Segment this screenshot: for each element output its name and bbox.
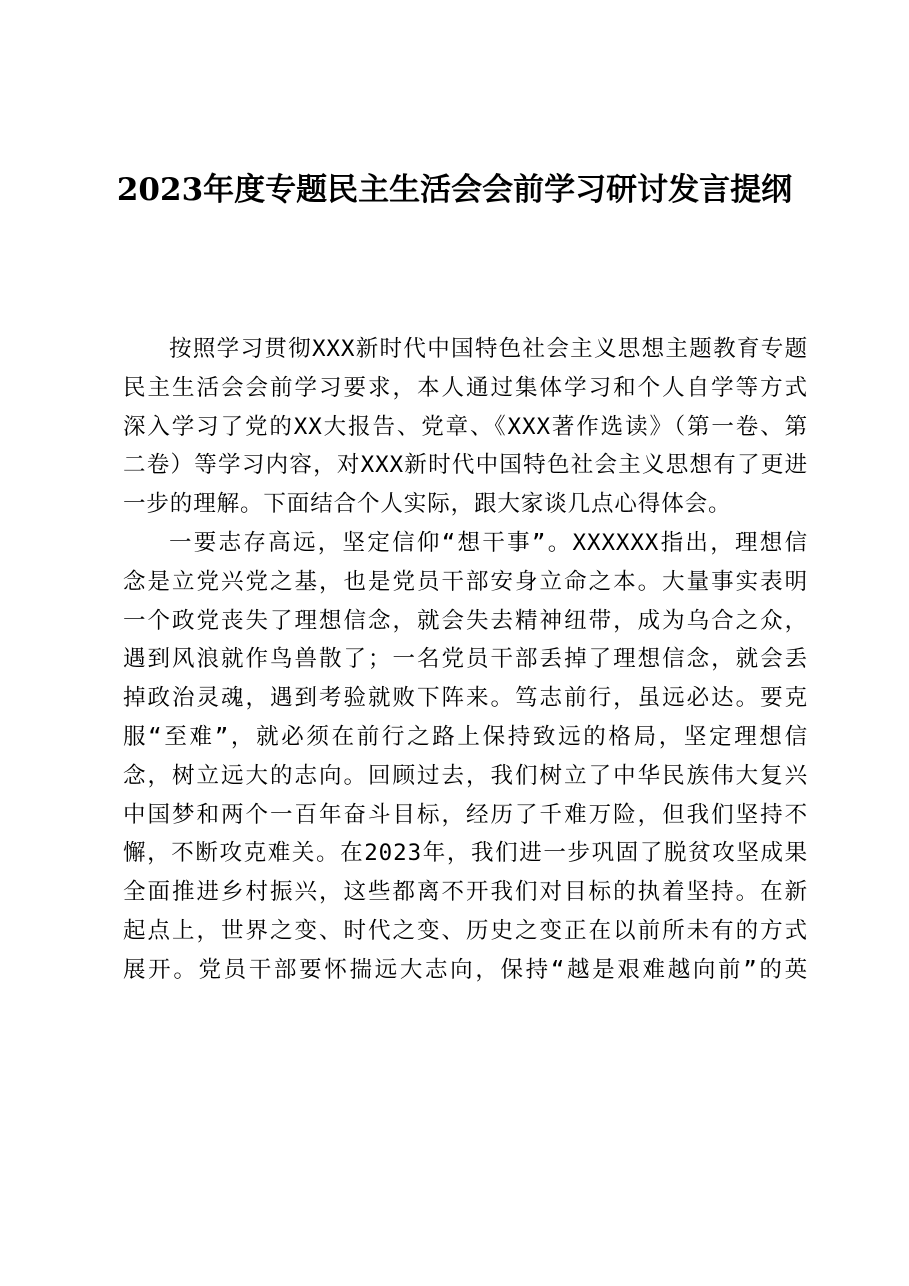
paragraph-line: 按照学习贯彻XXX新时代中国特色社会主义思想主题教育专题 xyxy=(169,336,808,362)
paragraph-line: 掉政治灵魂，遇到考验就败下阵来。笃志前行，虽远必达。要克 xyxy=(123,685,808,712)
paragraph-line: 展开。党员干部要怀揣远大志向，保持“越是艰难越向前”的英 xyxy=(123,956,808,983)
paragraph-line: 一步的理解。下面结合个人实际，跟大家谈几点心得体会。 xyxy=(123,491,732,518)
paragraph-line: 遇到风浪就作鸟兽散了；一名党员干部丢掉了理想信念，就会丢 xyxy=(123,646,808,673)
document-body xyxy=(123,330,808,990)
paragraph-line: 念是立党兴党之基，也是党员干部安身立命之本。大量事实表明 xyxy=(123,568,808,595)
paragraph-line: 一个政党丧失了理想信念，就会失去精神纽带，成为乌合之众， xyxy=(123,607,808,634)
paragraph-line: 二卷）等学习内容，对XXX新时代中国特色社会主义思想有了更进 xyxy=(123,452,808,479)
paragraph-1 xyxy=(123,330,808,524)
paragraph-line: 起点上，世界之变、时代之变、历史之变正在以前所未有的方式 xyxy=(123,917,808,944)
paragraph-line: 深入学习了党的XX大报告、党章、《XXX著作选读》（第一卷、第 xyxy=(123,413,808,440)
document-title: 2023年度专题民主生活会会前学习研讨发言提纲 xyxy=(116,172,793,208)
paragraph-line: 民主生活会会前学习要求，本人通过集体学习和个人自学等方式 xyxy=(123,374,808,401)
paragraph-line: 懈，不断攻克难关。在2023年，我们进一步巩固了脱贫攻坚成果 xyxy=(123,840,808,867)
paragraph-line: 服“至难”，就必须在前行之路上保持致远的格局，坚定理想信 xyxy=(123,723,808,750)
paragraph-line: 全面推进乡村振兴，这些都离不开我们对目标的执着坚持。在新 xyxy=(123,879,808,906)
paragraph-line: 一要志存高远，坚定信仰“想干事”。XXXXXX指出，理想信 xyxy=(169,529,808,556)
paragraph-line: 中国梦和两个一百年奋斗目标，经历了千难万险，但我们坚持不 xyxy=(123,801,808,828)
paragraph-2 xyxy=(123,524,808,990)
paragraph-line: 念，树立远大的志向。回顾过去，我们树立了中华民族伟大复兴 xyxy=(123,762,808,789)
